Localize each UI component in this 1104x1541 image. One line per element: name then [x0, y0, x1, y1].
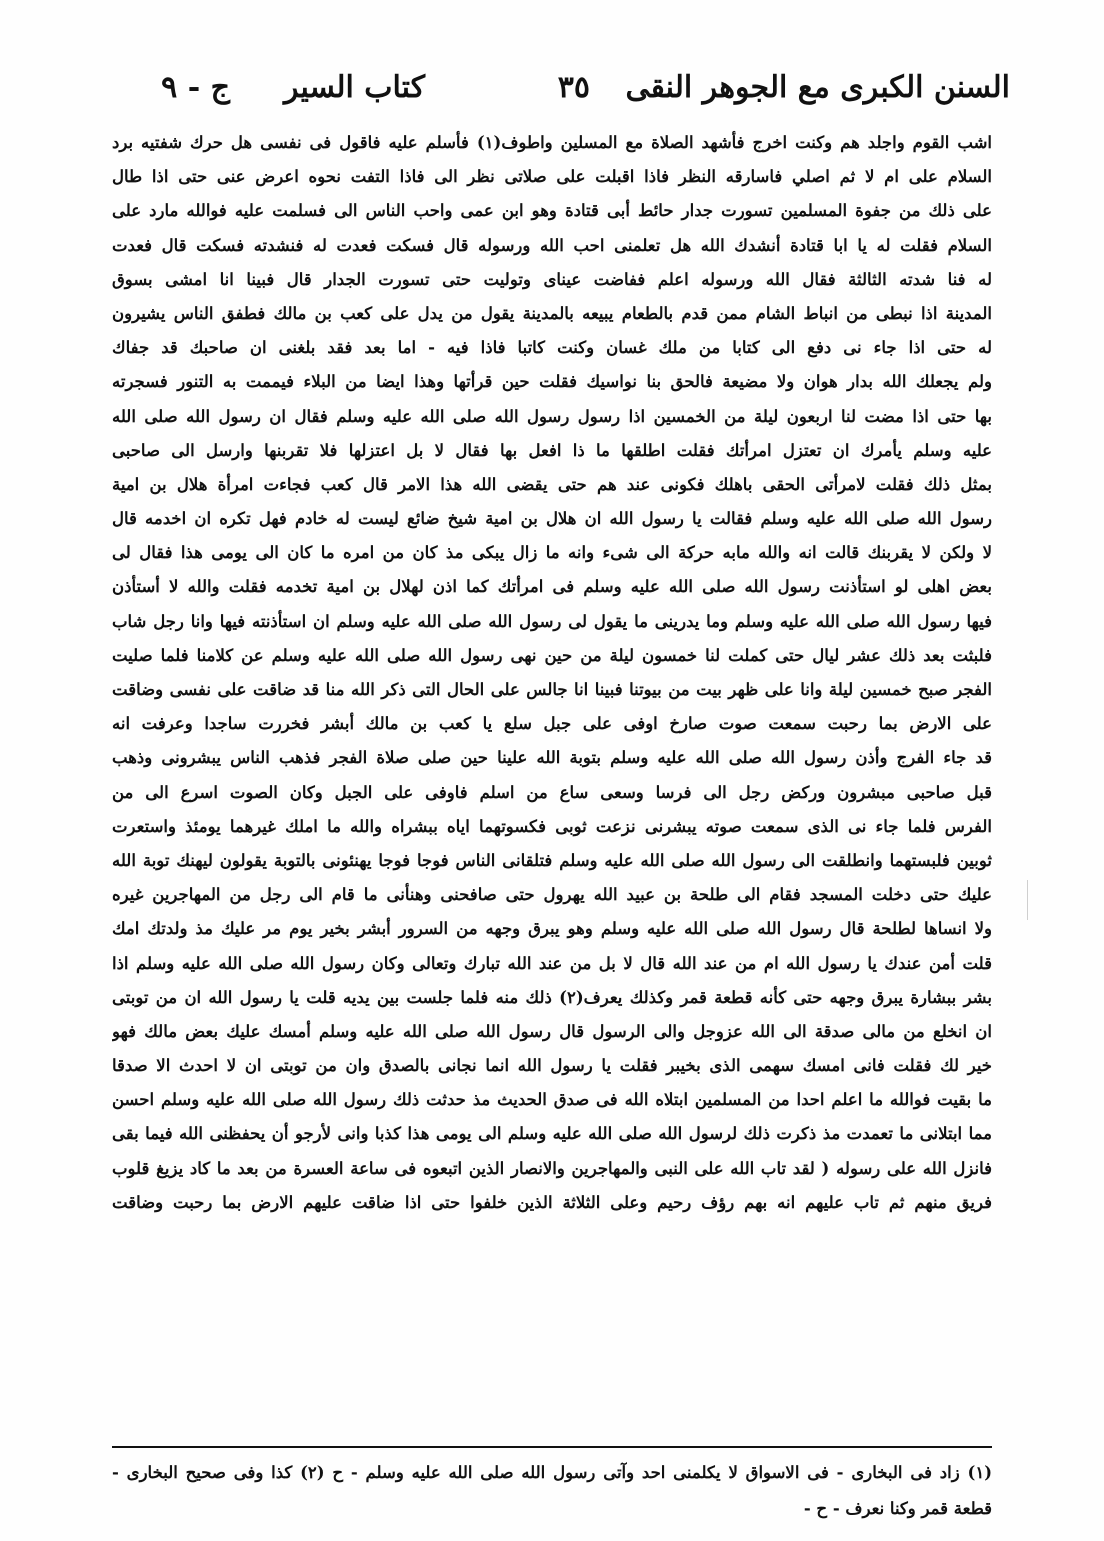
text-line: مما ابتلانى ما تعمدت مذ ذكرت ذلك لرسول الله صلى الله عليه وسلم الى يومى هذا كذبا وانى لأرجو أن يحفظنى الله فيما بقى — [112, 1124, 992, 1144]
footnote-divider — [112, 1446, 992, 1448]
text-line: بها حتى اذا مضت لنا اربعون ليلة من الخمسين اذا رسول رسول الله صلى الله عليه وسلم فقال ان رسول الله صلى الله — [112, 406, 992, 426]
page-header — [110, 70, 1010, 120]
text-line: له حتى اذا جاء نى دفع الى كتابا من ملك غسان وكنت كاتبا فاذا فيه - اما بعد فقد بلغنى ان صاحبك قد جفاك — [112, 338, 992, 358]
text-line: قبل صاحبى مبشرون وركض رجل الى فرسا وسعى ساع من اسلم فاوفى على الجبل وكان الصوت اسرع الى من — [112, 782, 992, 802]
text-line: خير لك فقلت فانى امسك سهمى الذى بخيبر فقلت يا رسول الله انما نجانى بالصدق وان من توبتى ان لا احدث الا صدقا — [112, 1056, 992, 1076]
text-line: على ذلك من جفوة المسلمين تسورت جدار حائط أبى قتادة وهو ابن عمى واحب الناس الى فسلمت عليه فوالله مارد على — [112, 201, 992, 221]
text-line: بعض اهلى لو استأذنت رسول الله صلى الله عليه وسلم فى امرأتك كما اذن لهلال بن امية تخدمه فقلت والله لا أستأذن — [112, 577, 992, 597]
text-line: ما بقيت فوالله ما اعلم احدا من المسلمين ابتلاه الله فى صدق الحديث مذ حدثت ذلك رسول الله صلى الله عليه وسلم احسن — [112, 1090, 992, 1110]
text-line: قد جاء الفرج وأذن رسول الله صلى الله عليه وسلم بتوبة الله علينا حين صلى صلاة الفجر فذهب الناس يبشرونى وذهب — [112, 748, 992, 768]
text-line: له فنا شدته الثالثة فقال الله ورسوله اعلم ففاضت عيناى وتوليت حتى تسورت الجدار قال فبينا انا امشى بسوق — [112, 269, 992, 289]
text-line: ثوبين فلبستهما وانطلقت الى رسول الله صلى الله عليه وسلم فتلقانى الناس فوجا فوجا يهنئونى بالتوبة يقولون ليهنك توبة الله — [112, 850, 992, 870]
text-line: السلام فقلت له يا ابا قتادة أنشدك الله هل تعلمنى احب الله ورسوله قال فسكت فعدت له فنشدته فسكت قال فعدت — [112, 235, 992, 255]
text-line: فريق منهم ثم تاب عليهم انه بهم رؤف رحيم وعلى الثلاثة الذين خلفوا حتى اذا ضاقت عليهم الارض بما رحبت وضاقت — [112, 1192, 992, 1212]
text-line: فانزل الله على رسوله ( لقد تاب الله على النبى والمهاجرين والانصار الذين اتبعوه فى ساعة العسرة من بعد ما كاد يزيغ قلوب — [112, 1158, 992, 1178]
text-line: لا ولكن لا يقربنك قالت انه والله مابه حركة الى شىء وانه ما زال يبكى مذ كان من امره ما كان الى يومى هذا فقال لى — [112, 543, 992, 563]
text-line: المدينة اذا نبطى من انباط الشام ممن قدم بالطعام يبيعه بالمدينة يقول من يدل على كعب بن مالك فطفق الناس يشيرون — [112, 303, 992, 323]
text-line: اشب القوم واجلد هم وكنت اخرج فأشهد الصلاة مع المسلين واطوف(١) فأسلم عليه فاقول فى نفسى هل حرك شفتيه برد — [112, 133, 992, 152]
text-line: عليك حتى دخلت المسجد فقام الى طلحة بن عبيد الله يهرول حتى صافحنى وهنأنى ما قام الى رجل من المهاجرين غيره — [112, 885, 992, 905]
footnote-line: (١) زاد فى البخارى - فى الاسواق لا يكلمنى احد وآتى رسول الله صلى الله عليه وسلم - ح (٢) كذا وفى صحيح البخارى - — [112, 1463, 992, 1482]
text-line: فلبثت بعد ذلك عشر ليال حتى كملت لنا خمسون ليلة من حين نهى رسول الله صلى الله عليه وسلم عن كلامنا فلما صليت — [112, 645, 992, 665]
text-line: عليه وسلم يأمرك ان تعتزل امرأتك فقلت اطلقها ما ذا افعل بها فقال لا بل اعتزلها فلا تقربنها وارسل الى صاحبى — [112, 440, 992, 460]
main-text — [112, 126, 992, 1220]
margin-mark — [1027, 880, 1028, 920]
page-number: ٣٥ — [557, 70, 590, 105]
text-line: قلت أمن عندك يا رسول الله ام من عند الله قال لا بل من عند الله تبارك وتعالى وكان رسول الله صلى الله عليه وسلم اذا — [112, 953, 992, 973]
text-line: السلام على ام لا ثم اصلي فاسارقه النظر فاذا اقبلت على صلاتى نظر الى فاذا التفت نحوه اعرض عنى حتى اذا طال — [112, 167, 992, 187]
text-line: ان انخلع من مالى صدقة الى الله عزوجل والى الرسول قال رسول الله صلى الله عليه وسلم أمسك عليك بعض مالك فهو — [112, 1021, 992, 1041]
footnote-line: قطعة قمر وكنا نعرف - ح - — [803, 1499, 992, 1518]
text-line: بشر ببشارة يبرق وجهه حتى كأنه قطعة قمر وكذلك يعرف(٢) ذلك منه فلما جلست بين يديه قلت يا رسول الله ان من توبتى — [112, 987, 992, 1007]
text-line: بمثل ذلك فقلت لامرأتى الحقى باهلك فكونى عند هم حتى يقضى الله هذا الامر قال كعب فجاءت امرأة هلال بن امية — [112, 474, 992, 494]
running-title: السنن الكبرى مع الجوهر النقى — [625, 70, 1010, 105]
text-line: ولا انساها لطلحة قال رسول الله صلى الله عليه وسلم وهو يبرق وجهه من السرور أبشر بخير يوم مر عليك مذ ولدتك امك — [112, 919, 992, 939]
text-line: الفرس فلما جاء نى الذى سمعت صوته يبشرنى نزعت ثوبى فكسوتهما اياه ببشراه والله ما املك غيرهما يومئذ واستعرت — [112, 816, 992, 836]
text-line: الفجر صبح خمسين ليلة وانا على ظهر بيت من بيوتنا فبينا انا جالس على الحال التى ذكر الله منا قد ضاقت على نفسى وضاقت — [112, 680, 992, 699]
footnotes — [112, 1455, 992, 1527]
text-line: ولم يجعلك الله بدار هوان ولا مضيعة فالحق بنا نواسيك فقلت حين قرأتها وهذا ايضا من البلاء فيممت به التنور فسجرته — [112, 372, 992, 392]
text-line: رسول الله صلى الله عليه وسلم فقالت يا رسول الله ان هلال بن امية شيخ ضائع ليست له خادم فهل تكره ان اخدمه قال — [112, 509, 992, 529]
text-line: فيها رسول الله صلى الله عليه وسلم وما يدرينى ما يقول لى رسول الله صلى الله عليه وسلم ان استأذنته فيها وانا رجل شاب — [112, 611, 992, 631]
book-title: كتاب السير — [283, 70, 425, 105]
text-line: على الارض بما رحبت سمعت صوت صارخ اوفى على جبل سلع يا كعب بن مالك أبشر فخررت ساجدا وعرفت انه — [112, 714, 992, 734]
volume-number: ج - ٩ — [161, 70, 230, 105]
